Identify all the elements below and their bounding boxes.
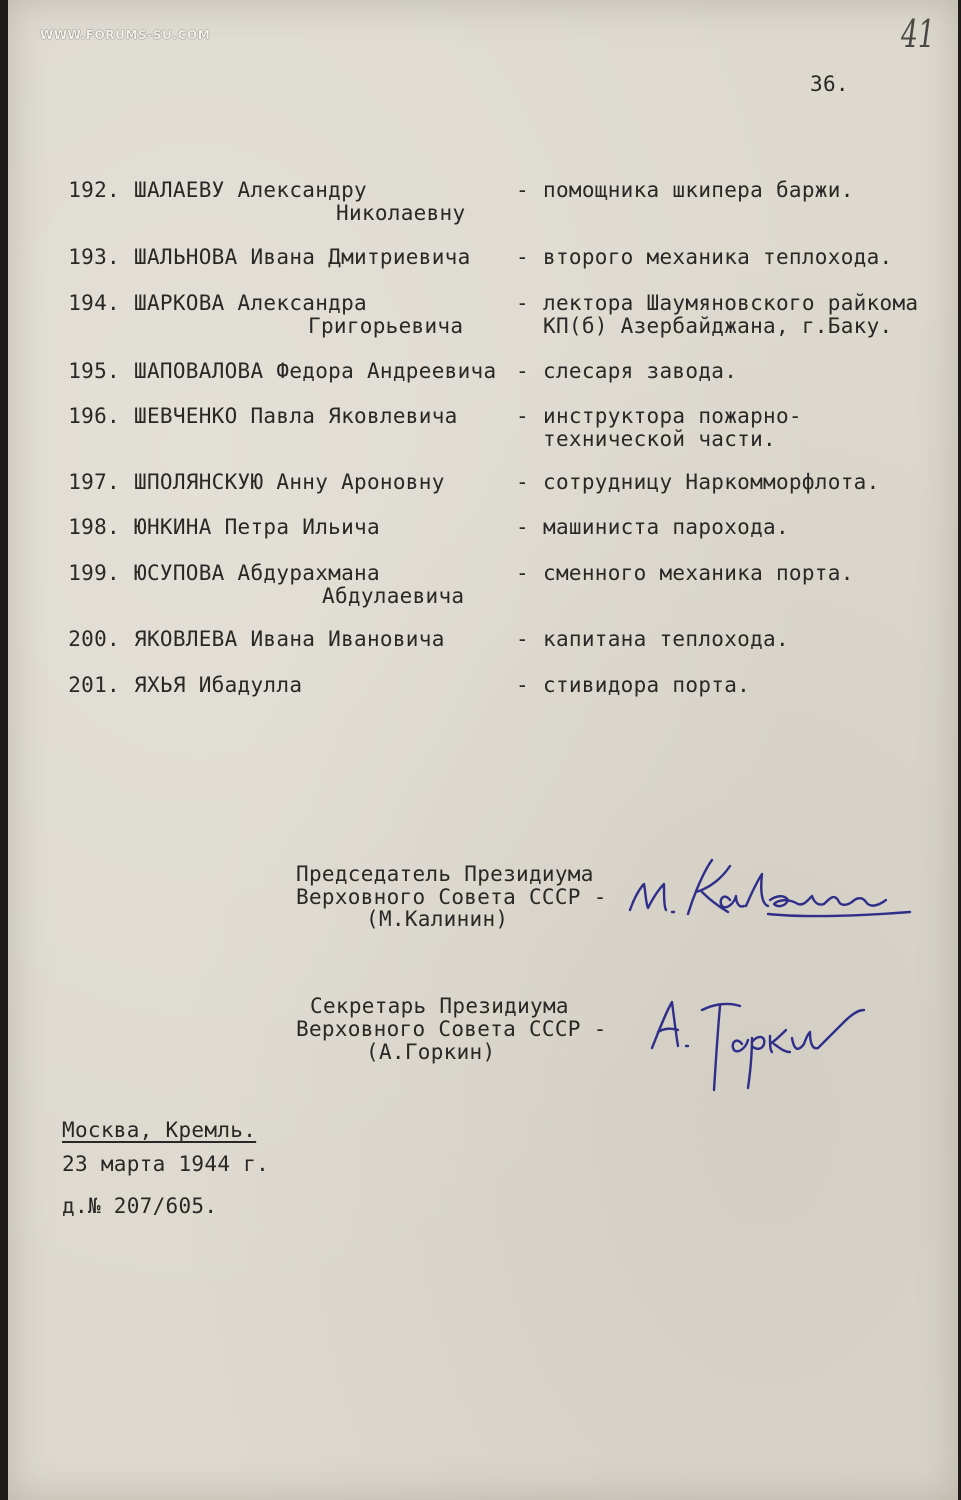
entry-number: 196. [68, 404, 120, 428]
entry-name: ЯКОВЛЕВА Ивана Ивановича [134, 627, 445, 651]
decree-number: д.№ 207/605. [62, 1194, 218, 1218]
entry-name-cont: Григорьевича [308, 314, 464, 338]
entry-number: 194. [68, 291, 120, 315]
signatory-name: (М.Калинин) [366, 907, 509, 931]
page-number: 36. [810, 72, 849, 96]
entry-number: 199. [68, 561, 120, 585]
entry-name: ШЕВЧЕНКО Павла Яковлевича [134, 404, 458, 428]
entry-position: лектора Шаумяновского райкома [543, 291, 919, 315]
entry-number: 198. [68, 515, 120, 539]
entry-number: 195. [68, 359, 120, 383]
entry-dash: - [516, 291, 529, 315]
entry-number: 201. [68, 673, 120, 697]
handwritten-signature-secretary [644, 988, 884, 1108]
entry-number: 193. [68, 245, 120, 269]
entry-dash: - [516, 627, 529, 651]
signatory-title: Секретарь Президиума [310, 994, 569, 1018]
entry-dash: - [516, 178, 529, 202]
entry-name: ЮСУПОВА Абдурахмана [134, 561, 380, 585]
entry-position: капитана теплохода. [543, 627, 789, 651]
entry-name-cont: Николаевну [336, 201, 466, 225]
handwritten-signature-chairman [618, 848, 918, 938]
entry-position: сотрудницу Наркомморфлота. [543, 470, 880, 494]
entry-position: инструктора пожарно- [543, 404, 802, 428]
date: 23 марта 1944 г. [62, 1152, 270, 1176]
entry-position-cont: технической части. [543, 427, 776, 451]
entry-name: ШПОЛЯНСКУЮ Анну Ароновну [134, 470, 445, 494]
entry-dash: - [516, 245, 529, 269]
entry-position: стивидора порта. [543, 673, 751, 697]
signatory-title-cont: Верховного Совета СССР - [296, 1017, 607, 1041]
entry-position: сменного механика порта. [543, 561, 854, 585]
watermark: WWW.FORUMS-SU.COM [40, 28, 211, 42]
place: Москва, Кремль. [62, 1118, 257, 1142]
entry-name: ШАПОВАЛОВА Федора Андреевича [134, 359, 497, 383]
signatory-title-cont: Верховного Совета СССР - [296, 885, 607, 909]
entry-position: машиниста парохода. [543, 515, 789, 539]
signatory-title: Председатель Президиума [296, 862, 594, 886]
entry-position: второго механика теплохода. [543, 245, 893, 269]
entry-dash: - [516, 404, 529, 428]
entry-number: 197. [68, 470, 120, 494]
entry-number: 192. [68, 178, 120, 202]
archive-sheet-number: 41 [901, 12, 935, 56]
entry-position-cont: КП(б) Азербайджана, г.Баку. [543, 314, 893, 338]
entry-name: ШАРКОВА Александра [134, 291, 367, 315]
signatory-name: (А.Горкин) [366, 1040, 496, 1064]
entry-position: слесаря завода. [543, 359, 738, 383]
entry-dash: - [516, 673, 529, 697]
entry-dash: - [516, 515, 529, 539]
entry-number: 200. [68, 627, 120, 651]
entry-dash: - [516, 470, 529, 494]
entry-name: ШАЛЬНОВА Ивана Дмитриевича [134, 245, 471, 269]
entry-name-cont: Абдулаевича [322, 584, 465, 608]
entry-dash: - [516, 561, 529, 585]
entry-name: ШАЛАЕВУ Александру [134, 178, 367, 202]
document-page [8, 0, 958, 1500]
entry-dash: - [516, 359, 529, 383]
entry-name: ЯХЬЯ Ибадулла [134, 673, 303, 697]
entry-name: ЮНКИНА Петра Ильича [134, 515, 380, 539]
entry-position: помощника шкипера баржи. [543, 178, 854, 202]
